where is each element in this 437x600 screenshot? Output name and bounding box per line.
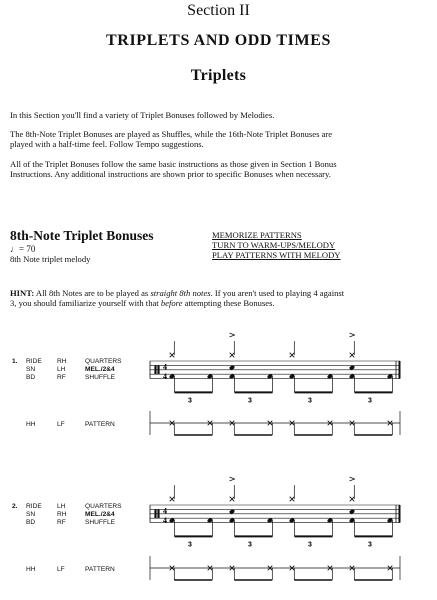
exercise-1-triplet-label: 3 [368,397,372,405]
exercise-2-hh-desc: PATTERN [85,566,115,573]
intro-paragraph-3-line-1: All of the Triplet Bonuses follow the same basic instructions as those given in Section 1 Bonus [10,159,337,169]
exercise-1-accent-mark [350,333,355,337]
quarter-note-icon: ♩ [10,244,19,254]
hint-text-2: . If you aren't used to playing 4 against [210,288,345,298]
exercise-1-number: 1. [12,358,18,365]
hint-emphasis-2: before [160,298,183,309]
exercise-2-time-signature-top: 4 [163,506,167,516]
exercise-1-accent-mark [230,333,235,337]
intro-paragraph-2-line-1: The 8th-Note Triplet Bonuses are played as Shuffles, while the 16th-Note Triplet Bonuses are [10,129,333,139]
exercise-2-snare-note [349,509,355,514]
exercise-2-row-3-inst: BD [26,519,36,526]
exercise-2-hh-inst: HH [26,566,36,573]
hint-text-1: All 8th Notes are to be played as [34,288,151,298]
exercise-2-row-2-limb: RH [57,511,67,518]
hint-emphasis-1: straight 8th notes [150,288,211,298]
exercise-2-accent-mark [350,477,355,481]
intro-paragraph-1: In this Section you'll find a variety of Triplet Bonuses followed by Melodies. [10,110,275,120]
exercise-1-triplet-label: 3 [248,397,252,405]
exercise-1-row-2-desc: MEL./2&4 [85,366,115,373]
exercise-2-triplet-label: 3 [308,541,312,549]
hint-text-3: 3, you should familiarize yourself with that [10,298,161,309]
exercise-1-row-2-limb: LH [57,366,66,373]
exercise-1-row-3-inst: BD [26,374,36,381]
exercise-1-row-2-inst: SN [26,366,36,373]
exercise-1-row-1-limb: RH [57,358,67,365]
section-label: Section II [187,2,250,19]
instruction-turn-to: TURN TO WARM-UPS/MELODY [212,240,336,250]
exercise-1-snare-note [349,365,355,370]
exercise-2-triplet-label: 3 [188,541,192,549]
exercise-2-snare-note [229,509,235,514]
hint-label: HINT: [10,288,35,298]
instruction-memorize: MEMORIZE PATTERNS [212,230,302,240]
exercise-1-triplet-label: 3 [188,397,192,405]
exercise-1-hh-inst: HH [26,421,36,428]
exercise-1-time-signature-top: 4 [163,362,167,372]
exercise-2-triplet-label: 3 [248,541,252,549]
hint-text-4: attempting these Bonuses. [182,298,275,309]
exercise-2-row-1-limb: LH [57,503,66,510]
exercise-1-triplet-label: 3 [308,397,312,405]
exercise-2-row-1-desc: QUARTERS [85,503,122,510]
exercise-1-time-signature-bottom: 4 [163,372,167,382]
exercise-1-row-3-desc: SHUFFLE [85,374,116,381]
exercise-2-row-3-limb: RF [57,519,66,526]
exercise-1-row-1-inst: RIDE [26,358,42,365]
exercise-2-accent-mark [230,477,235,481]
exercise-2-row-3-desc: SHUFFLE [85,519,116,526]
page-subtitle: Triplets [190,67,247,84]
exercise-2-triplet-label: 3 [368,541,372,549]
exercise-1-snare-note [229,365,235,370]
exercise-2-hh-limb: LF [57,566,65,573]
intro-paragraph-3-line-2: Instructions. Any additional instructions are shown prior to specific Bonuses when necessary. [10,169,331,180]
exercise-1-row-3-limb: RF [57,374,66,381]
exercise-1-hh-limb: LF [57,421,65,428]
exercise-2-row-1-inst: RIDE [26,503,42,510]
exercise-2-time-signature-bottom: 4 [163,516,167,526]
exercise-2-row-2-desc: MEL./2&4 [85,511,115,518]
tempo-value: = 70 [19,244,36,254]
bonus-title: 8th-Note Triplet Bonuses [10,228,154,243]
intro-paragraph-2-line-2: played with a half-time feel. Follow Tempo suggestions. [10,139,204,150]
exercise-1-hh-desc: PATTERN [85,421,115,428]
exercise-2-number: 2. [12,503,18,510]
instruction-play: PLAY PATTERNS WITH MELODY [212,250,341,260]
exercise-2-row-2-inst: SN [26,511,36,518]
melody-label: 8th Note triplet melody [10,254,91,264]
exercise-1-row-1-desc: QUARTERS [85,358,122,365]
page-title: TRIPLETS AND ODD TIMES [106,32,331,49]
